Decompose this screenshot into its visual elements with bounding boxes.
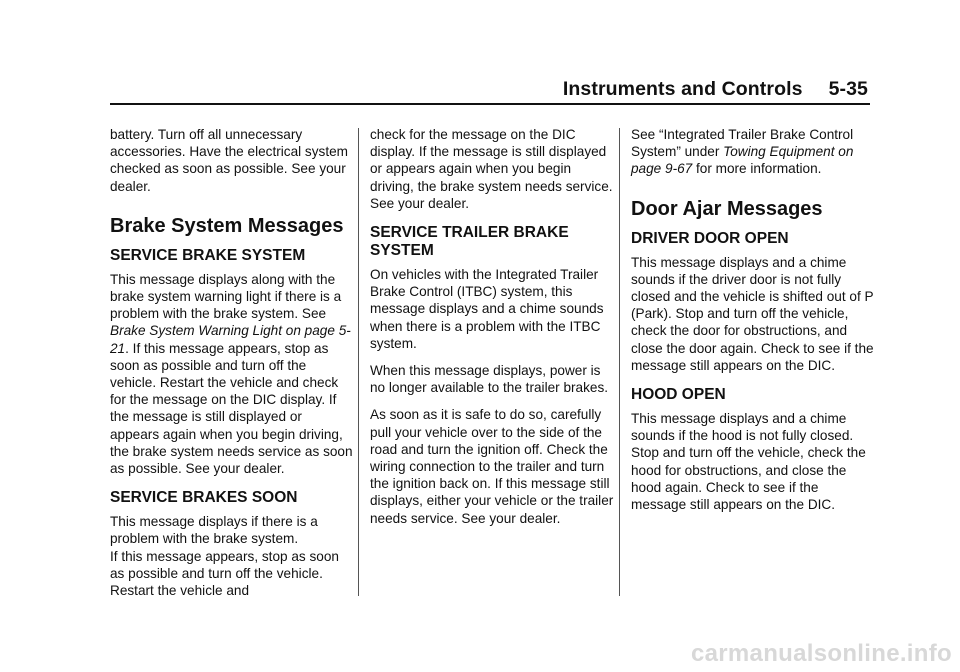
text-run: . If this message appears, stop as soon as possible and turn off the vehicle. Restart the vehicle and check for the message on the DIC display. If the message is still displayed or appears again when you begin driving, the brake system needs service as soon as possible. See your dealer.: [110, 340, 353, 477]
continued-paragraph: check for the message on the DIC display. If the message is still displayed or appears again when you begin driving, the brake system needs service. See your dealer.: [370, 127, 613, 211]
paragraph-driver-door-open: This message displays and a chime sounds if the driver door is not fully closed and the vehicle is shifted out of P (Park). Stop and turn off the vehicle, check the door for obstructions, and close the door again. Check to see if the message still appears on the DIC.: [631, 254, 874, 373]
section-title: Instruments and Controls: [562, 78, 803, 100]
column-3: [631, 126, 875, 523]
column-2: [370, 126, 614, 537]
heading-driver-door-open: DRIVER DOOR OPEN: [631, 229, 789, 247]
heading-hood-open: HOOD OPEN: [631, 386, 726, 404]
paragraph-service-brakes-soon-1: This message displays if there is a problem with the brake system.: [110, 514, 318, 547]
text-run: for more information.: [692, 161, 822, 177]
cross-reference-link[interactable]: Towing Equipment on page 9-67: [631, 144, 854, 177]
heading-service-trailer-brake-system: SERVICE TRAILER BRAKE SYSTEM: [370, 224, 569, 260]
page-number: 5-35: [828, 78, 868, 100]
column-divider-2: [619, 128, 620, 596]
paragraph-trailer-1: On vehicles with the Integrated Trailer Brake Control (ITBC) system, this message displays and a chime sounds when there is a problem with the ITBC system.: [370, 267, 604, 351]
column-divider-1: [358, 128, 359, 596]
text-run: This message displays along with the brake system warning light if there is a problem with the brake system. See: [110, 271, 342, 322]
paragraph-see-towing: [631, 126, 875, 178]
heading-door-ajar-messages: Door Ajar Messages: [631, 197, 823, 220]
column-1: [110, 126, 354, 609]
heading-service-brakes-soon: SERVICE BRAKES SOON: [110, 489, 298, 507]
heading-service-brake-system: SERVICE BRAKE SYSTEM: [110, 246, 306, 264]
paragraph-hood-open: This message displays and a chime sounds if the hood is not fully closed. Stop and turn off the vehicle, check the hood for obstructions, and close the hood again. Check to see if the message still appears on the DIC.: [631, 411, 866, 513]
text-run: See “Integrated Trailer Brake Control System” under: [631, 127, 854, 160]
header-rule: [110, 103, 870, 105]
cross-reference-link[interactable]: Brake System Warning Light on page 5-21: [110, 323, 351, 356]
paragraph-service-brake-system: [110, 271, 354, 477]
heading-brake-system-messages: Brake System Messages: [110, 214, 344, 237]
paragraph-trailer-2: When this message displays, power is no longer available to the trailer brakes.: [370, 363, 609, 396]
watermark: carmanualsonline.info: [690, 640, 952, 667]
paragraph-trailer-3: As soon as it is safe to do so, carefully pull your vehicle over to the side of the road and turn the ignition off. Check the wiring connection to the trailer and turn the ignition back on. If this message still displays, either your vehicle or the trailer needs service. See your dealer.: [370, 407, 614, 526]
page-header: [110, 78, 868, 101]
intro-paragraph: battery. Turn off all unnecessary accessories. Have the electrical system checked as soon as possible. See your dealer.: [110, 127, 348, 194]
paragraph-service-brakes-soon-2: If this message appears, stop as soon as possible and turn off the vehicle. Restart the vehicle and: [110, 548, 339, 599]
